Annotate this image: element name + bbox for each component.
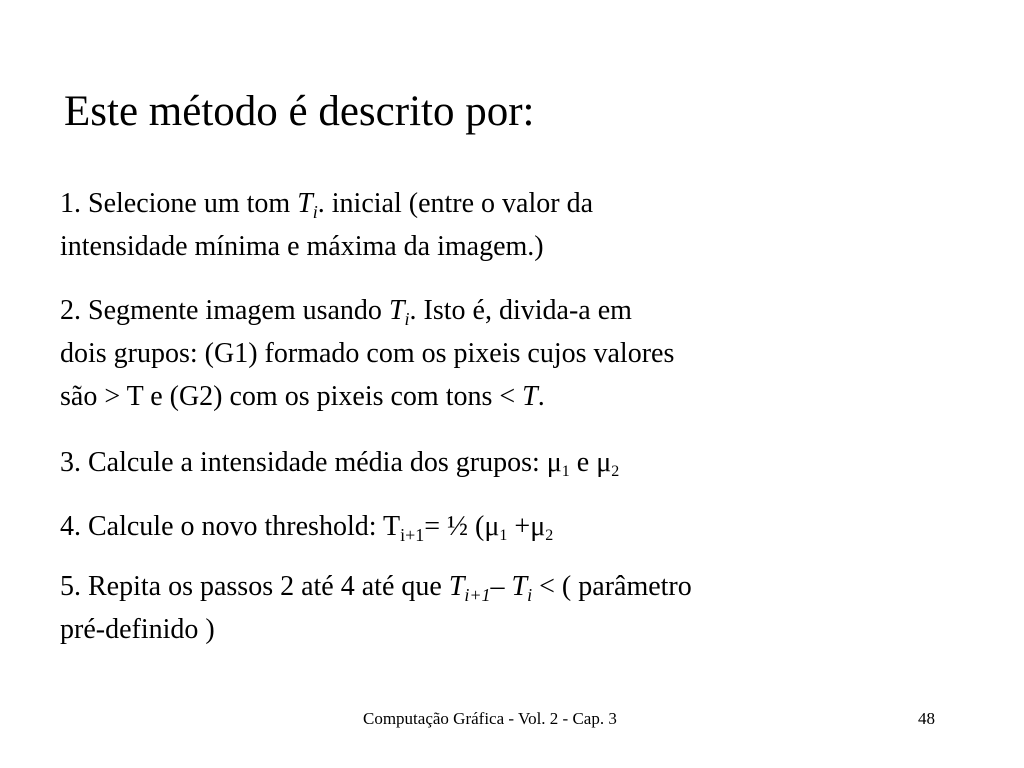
slide-title: Este método é descrito por: [64,88,535,135]
step-2-line-2: dois grupos: (G1) formado com os pixeis cujos valores [60,338,675,369]
step-1-line-2: intensidade mínima e máxima da imagem.) [60,231,544,262]
step-2-line-1: 2. Segmente imagem usando $T_i$. Isto é, divida-a em [60,295,632,329]
step-3-line-1: 3. Calcule a intensidade média dos grupos: $\mu_1$ e $\mu_2$ [60,447,620,480]
footer-caption: Computação Gráfica - Vol. 2 - Cap. 3 [363,709,617,728]
step-2 [60,289,674,418]
step-4 [60,505,553,548]
step-1 [60,182,593,268]
step-4-line-1: 4. Calcule o novo threshold: $T_{i+1}=$ ½ ($\mu_1 +\mu_2$ [60,511,554,545]
step-5-line-2: pré-definido ) [60,614,215,645]
step-3 [60,441,619,484]
step-1-line-1: 1. Selecione um tom $T_i$. inicial (entre o valor da [60,188,593,222]
page-number: 48 [918,709,935,728]
step-5-line-1: 5. Repita os passos 2 até 4 até que $T_{i+1}-$ $T_i$ < ( parâmetro [60,571,692,605]
step-5 [60,565,692,651]
step-2-line-3: são > T e (G2) com os pixeis com tons < T. [60,381,545,412]
